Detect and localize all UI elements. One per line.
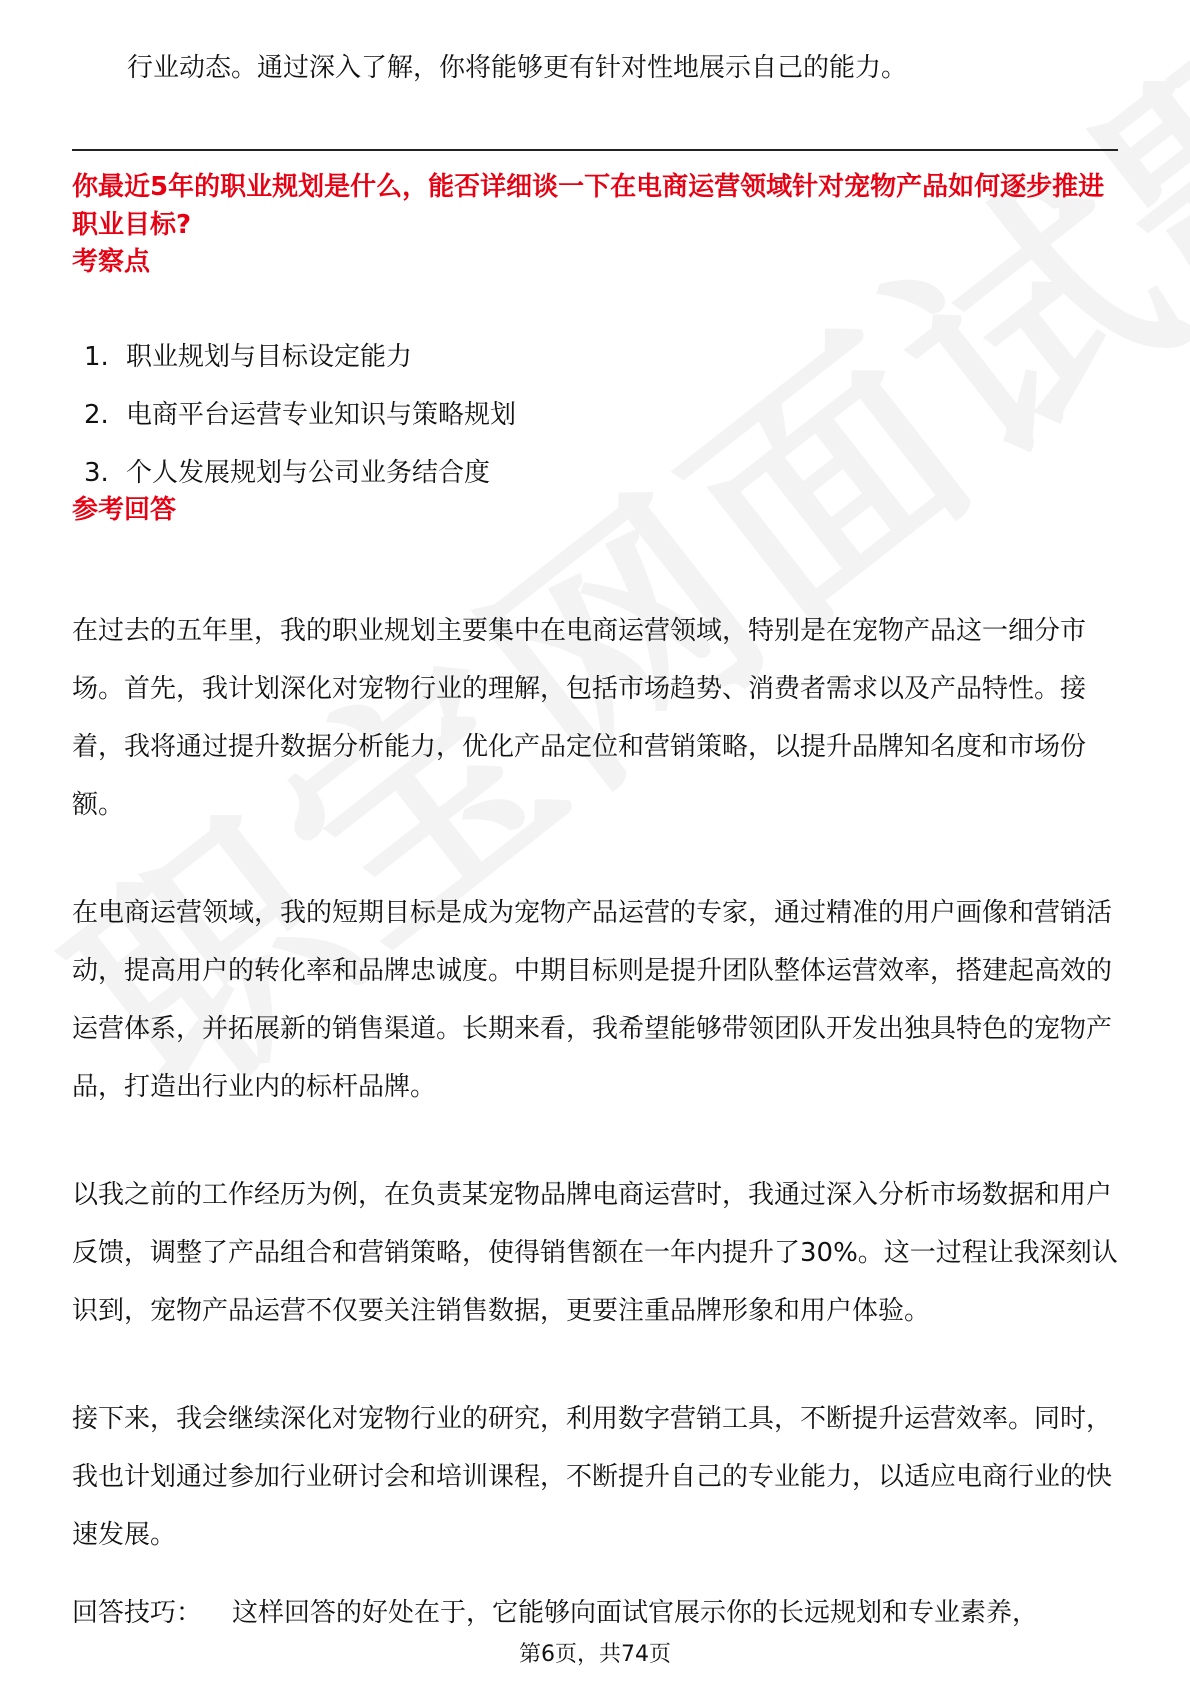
assessment-heading: 考察点 xyxy=(72,247,151,277)
answer-body xyxy=(72,602,1118,1614)
answer-paragraph: 在过去的五年里，我的职业规划主要集中在电商运营领域，特别是在宠物产品这一细分市场。首先，我计划深化对宠物行业的理解，包括市场趋势、消费者需求以及产品特性。接着，我将通过提升数据分析能力，优化产品定位和营销策略，以提升品牌知名度和市场份额。 xyxy=(72,616,1087,820)
answer-heading: 参考回答 xyxy=(72,495,177,525)
list-item xyxy=(84,396,516,454)
list-item xyxy=(84,338,516,396)
list-item-number: 3. xyxy=(84,458,109,488)
assessment-list xyxy=(84,338,516,512)
intro-continuation-text: 行业动态。通过深入了解，你将能够更有针对性地展示自己的能力。 xyxy=(127,53,908,83)
list-item-text: 个人发展规划与公司业务结合度 xyxy=(126,458,491,488)
answer-paragraph: 以我之前的工作经历为例，在负责某宠物品牌电商运营时，我通过深入分析市场数据和用户反馈，调整了产品组合和营销策略，使得销售额在一年内提升了30%。这一过程让我深刻认识到，宠物产品运营不仅要关注销售数据，更要注重品牌形象和用户体验。 xyxy=(72,1180,1118,1326)
section-divider xyxy=(72,149,1118,151)
question-heading: 你最近5年的职业规划是什么，能否详细谈一下在电商运营领域针对宠物产品如何逐步推进职业目标? xyxy=(72,172,1105,240)
list-item-number: 1. xyxy=(84,342,109,372)
answer-paragraph: 在电商运营领域，我的短期目标是成为宠物产品运营的专家，通过精准的用户画像和营销活动，提高用户的转化率和品牌忠诚度。中期目标则是提升团队整体运营效率，搭建起高效的运营体系，并拓展新的销售渠道。长期来看，我希望能够带领团队开发出独具特色的宠物产品，打造出行业内的标杆品牌。 xyxy=(72,898,1113,1102)
tip-label: 回答技巧： xyxy=(72,1598,203,1628)
answer-paragraph: 接下来，我会继续深化对宠物行业的研究，利用数字营销工具，不断提升运营效率。同时，我也计划通过参加行业研讨会和培训课程，不断提升自己的专业能力，以适应电商行业的快速发展。 xyxy=(72,1404,1113,1550)
list-item-number: 2. xyxy=(84,400,109,430)
list-item-text: 电商平台运营专业知识与策略规划 xyxy=(126,400,517,430)
list-item-text: 职业规划与目标设定能力 xyxy=(126,342,413,372)
answer-tip xyxy=(72,1593,1118,1633)
page-number: 第6页，共74页 xyxy=(519,1642,671,1667)
tip-text: 这样回答的好处在于，它能够向面试官展示你的长远规划和专业素养， xyxy=(232,1598,1039,1628)
